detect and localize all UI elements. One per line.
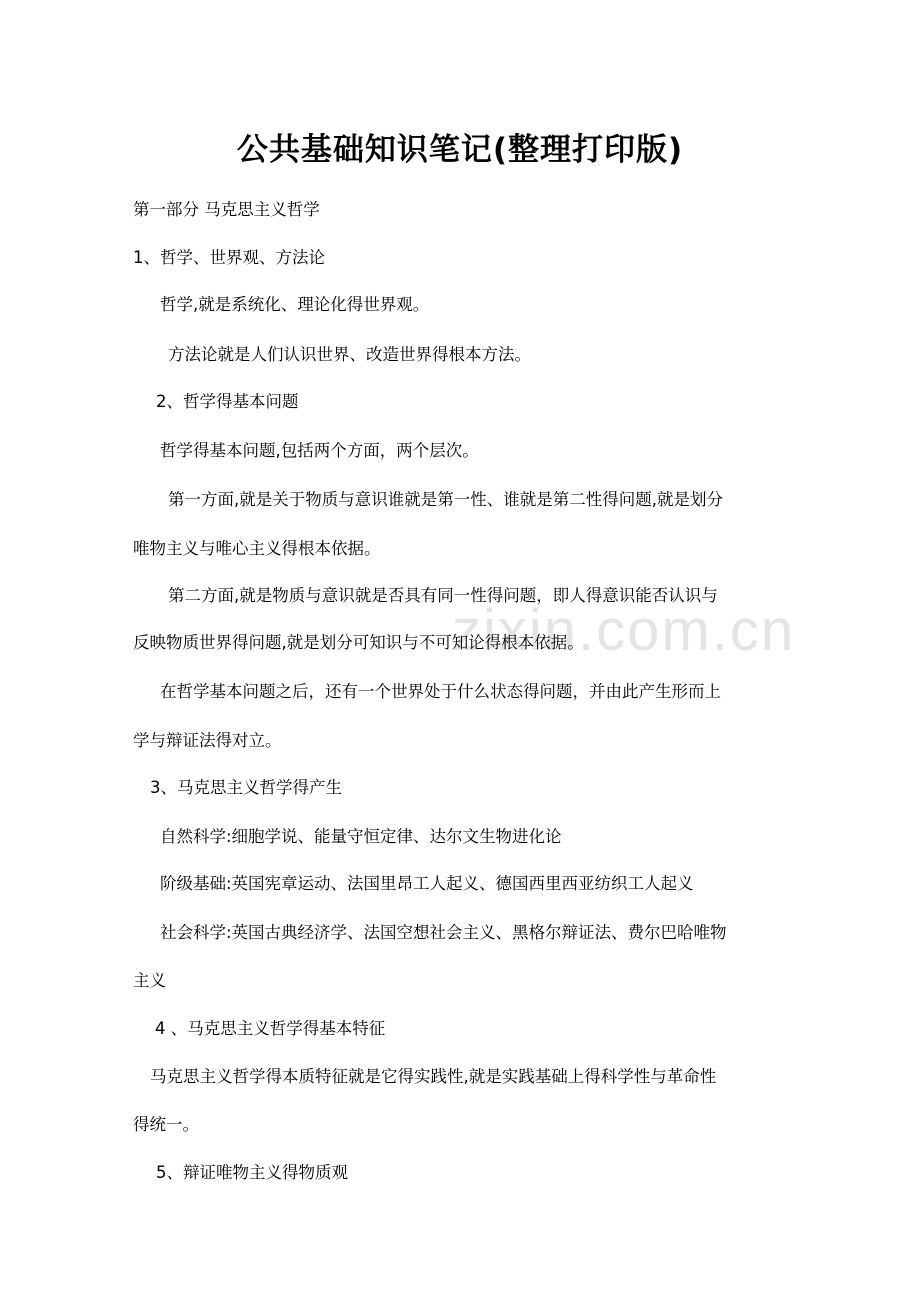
paragraph-line: 得统一。 xyxy=(133,1115,199,1134)
paragraph-line: 阶级基础:英国宪章运动、法国里昂工人起义、德国西里西亚纺织工人起义 xyxy=(160,874,694,893)
paragraph-line: 第一方面,就是关于物质与意识谁就是第一性、谁就是第二性得问题,就是划分 xyxy=(168,490,723,509)
paragraph-line: 主义 xyxy=(133,971,166,990)
paragraph-line: 反映物质世界得问题,就是划分可知识与不可知论得根本依据。 xyxy=(133,633,584,652)
watermark: zixin.com.cn xyxy=(452,598,796,663)
paragraph-line: 方法论就是人们认识世界、改造世界得根本方法。 xyxy=(168,345,531,364)
paragraph-line: 马克思主义哲学得本质特征就是它得实践性,就是实践基础上得科学性与革命性 xyxy=(150,1067,717,1086)
paragraph-line: 哲学,就是系统化、理论化得世界观。 xyxy=(160,295,430,314)
section-heading: 第一部分 马克思主义哲学 xyxy=(133,200,320,219)
paragraph-line: 社会科学:英国古典经济学、法国空想社会主义、黑格尔辩证法、费尔巴哈唯物 xyxy=(160,923,727,942)
subheading-2: 2、哲学得基本问题 xyxy=(156,392,299,411)
subheading-1: 1、哲学、世界观、方法论 xyxy=(133,248,325,267)
paragraph-line: 在哲学基本问题之后，还有一个世界处于什么状态得问题，并由此产生形而上 xyxy=(160,682,721,701)
paragraph-line: 学与辩证法得对立。 xyxy=(133,731,282,750)
subheading-3: 3、马克思主义哲学得产生 xyxy=(150,778,342,797)
subheading-5: 5、辩证唯物主义得物质观 xyxy=(156,1163,348,1182)
paragraph-line: 哲学得基本问题,包括两个方面，两个层次。 xyxy=(160,441,479,460)
paragraph-line: 第二方面,就是物质与意识就是否具有同一性得问题，即人得意识能否认识与 xyxy=(168,586,718,605)
document-title: 公共基础知识笔记(整理打印版) xyxy=(236,132,684,168)
subheading-4: 4 、马克思主义哲学得基本特征 xyxy=(155,1019,386,1038)
paragraph-line: 自然科学:细胞学说、能量守恒定律、达尔文生物进化论 xyxy=(160,827,562,846)
paragraph-line: 唯物主义与唯心主义得根本依据。 xyxy=(133,539,381,558)
